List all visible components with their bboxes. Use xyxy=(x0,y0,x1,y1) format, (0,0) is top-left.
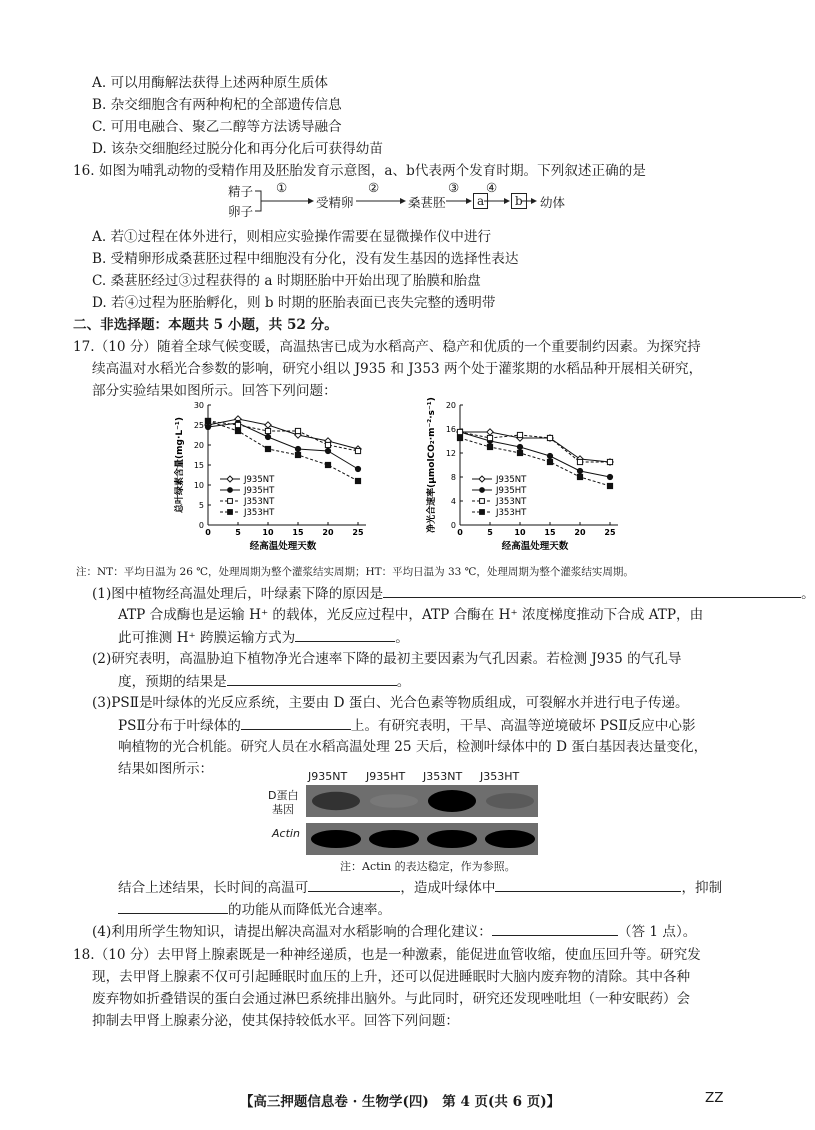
q18-line2: 现，去甲肾上腺素不仅可引起睡眠时血压的上升，还可以促进睡眠时大脑内废弃物的清除。其中各种 xyxy=(92,969,691,985)
gel-lane-label: J353HT xyxy=(480,770,520,783)
page-footer: 【高三押题信息卷 · 生物学(四) 第 4 页(共 6 页)】 xyxy=(239,1094,561,1110)
data-point xyxy=(487,435,492,440)
data-point xyxy=(355,466,360,471)
x-tick-label: 5 xyxy=(235,528,241,537)
legend-label: J353NT xyxy=(244,497,275,507)
x-tick-label: 0 xyxy=(205,528,211,537)
y-tick-label: 20 xyxy=(445,401,456,410)
q16-option-d: D. 若④过程为胚胎孵化，则 b 时期的胚胎表面已丧失完整的透明带 xyxy=(92,295,496,311)
series-line xyxy=(460,432,610,477)
data-point xyxy=(265,434,270,439)
q17-part1-line3: 此可推测 H⁺ 跨膜运输方式为 。 xyxy=(118,630,409,646)
data-point xyxy=(457,429,462,434)
y-tick-label: 16 xyxy=(445,425,456,434)
q17-part3-line4: 结果如图所示： xyxy=(118,761,214,777)
answer-blank-8[interactable] xyxy=(492,922,618,936)
q17-part4a-text: (4)利用所学生物知识，请提出解决高温对水稻影响的合理化建议： xyxy=(92,924,492,940)
footer-code: ZZ xyxy=(705,1090,724,1106)
x-tick-label: 15 xyxy=(544,528,556,537)
gel-band-actin xyxy=(485,830,535,848)
data-point xyxy=(295,452,300,457)
gel-figure xyxy=(268,770,538,860)
gel-lane-label: J935NT xyxy=(308,770,348,783)
flow-morula: 桑葚胚 xyxy=(408,195,446,210)
y-tick-label: 5 xyxy=(198,501,204,510)
x-tick-label: 15 xyxy=(292,528,304,537)
data-point xyxy=(517,450,522,455)
data-point xyxy=(577,474,582,479)
y-tick-label: 30 xyxy=(193,401,204,410)
q17-part3-line6 xyxy=(118,900,391,919)
data-point xyxy=(547,453,552,458)
y-tick-label: 25 xyxy=(193,421,204,430)
y-tick-label: 20 xyxy=(193,441,204,450)
chlorophyll-chart xyxy=(168,395,398,565)
q17-intro-3: 部分实验结果如图所示。回答下列问题： xyxy=(92,383,337,399)
data-point xyxy=(235,428,240,433)
answer-blank-7[interactable] xyxy=(118,900,228,914)
q17-part3e1-text: 结合上述结果，长时间的高温可 xyxy=(118,880,309,896)
legend-label: J935NT xyxy=(496,475,527,485)
q18-line4: 抑制去甲肾上腺素分泌，使其保持较低水平。回答下列问题： xyxy=(92,1013,460,1029)
q17-part3e3-text: ，抑制 xyxy=(681,880,723,896)
q17-part3e2-text: ，造成叶绿体中 xyxy=(400,880,496,896)
legend-marker xyxy=(480,510,485,515)
data-point xyxy=(517,432,522,437)
data-point xyxy=(325,442,330,447)
x-axis-label: 经高温处理天数 xyxy=(249,541,317,552)
gel-row1-label-a: D蛋白 xyxy=(268,789,299,802)
gel-row1-label-b: 基因 xyxy=(272,803,294,816)
x-tick-label: 20 xyxy=(322,528,334,537)
q17-part2-line1: (2)研究表明，高温胁迫下植物净光合速率下降的最初主要因素为气孔因素。若检测 J935 的气孔导 xyxy=(92,651,682,667)
q16-option-a: A. 若①过程在体外进行，则相应实验操作需要在显微操作仪中进行 xyxy=(92,229,492,245)
x-tick-label: 0 xyxy=(457,528,463,537)
y-tick-label: 4 xyxy=(450,497,456,506)
legend-marker xyxy=(227,476,233,482)
q16-stem: 16. 如图为哺乳动物的受精作用及胚胎发育示意图，a、b代表两个发育时期。下列叙述正确的是 xyxy=(73,163,646,179)
data-point xyxy=(355,478,360,483)
data-point xyxy=(205,424,210,429)
q17-part3-line1: (3)PSⅡ是叶绿体的光反应系统，主要由 D 蛋白、光合色素等物质组成，可裂解水并进行电子传递。 xyxy=(92,695,689,711)
q15-option-a: A. 可以用酶解法获得上述两种原生质体 xyxy=(92,75,328,91)
legend-label: J353NT xyxy=(496,497,527,507)
legend-marker xyxy=(228,488,233,493)
data-point xyxy=(205,418,210,423)
q17-part3-line2 xyxy=(118,716,696,735)
q16-option-c: C. 桑葚胚经过③过程获得的 a 时期胚胎中开始出现了胎膜和胎盘 xyxy=(92,273,481,289)
legend-marker xyxy=(480,499,485,504)
flow-step-2: ② xyxy=(368,180,380,195)
gel-image xyxy=(306,785,538,855)
q17-part3-line5 xyxy=(118,878,722,897)
gel-band-actin xyxy=(369,830,419,848)
gel-band-d xyxy=(312,792,360,811)
answer-blank-2[interactable] xyxy=(295,628,395,642)
data-point xyxy=(265,446,270,451)
data-point xyxy=(265,422,271,428)
data-point xyxy=(295,428,300,433)
data-point xyxy=(457,435,462,440)
data-point xyxy=(265,428,270,433)
gel-band-actin xyxy=(427,830,477,848)
x-tick-label: 10 xyxy=(262,528,274,537)
q18-line1: 18.（10 分）去甲肾上腺素既是一种神经递质，也是一种激素，能促进血管收缩，使血压回升等。研究发 xyxy=(73,947,701,963)
q17-part1-line1: (1)图中植物经高温处理后，叶绿素下降的原因是 。 xyxy=(92,586,815,602)
y-tick-label: 12 xyxy=(445,449,456,458)
q18-line3: 废弃物如折叠错误的蛋白会通过淋巴系统排出脑外。与此同时，研究还发现唑吡坦（一种安眠药）会 xyxy=(92,991,691,1007)
gel-row2-label: Actin xyxy=(272,827,300,840)
data-point xyxy=(295,446,300,451)
q17-part1-text: (1)图中植物经高温处理后，叶绿素下降的原因是 xyxy=(92,586,384,602)
legend-label: J935NT xyxy=(244,475,275,485)
y-axis-label: 净光合速率(μmolCO₂·m⁻²·s⁻¹) xyxy=(427,397,437,533)
gel-band-d xyxy=(428,790,476,812)
x-axis-label: 经高温处理天数 xyxy=(501,541,569,552)
y-tick-label: 0 xyxy=(450,521,456,530)
legend-label: J353HT xyxy=(244,508,275,518)
flow-egg: 卵子 xyxy=(228,204,254,219)
q17-part3f-text: 的功能从而降低光合速率。 xyxy=(228,902,392,918)
data-point xyxy=(325,448,330,453)
data-point xyxy=(325,462,330,467)
legend-label: J935HT xyxy=(244,486,275,496)
data-point xyxy=(355,448,360,453)
data-point xyxy=(517,444,522,449)
q17-part2-line2: 度，预期的结果是 。 xyxy=(118,674,411,690)
flow-sperm: 精子 xyxy=(228,184,254,199)
answer-blank-1[interactable] xyxy=(383,584,801,598)
gel-note: 注：Actin 的表达稳定，作为参照。 xyxy=(340,860,516,873)
flow-step-1: ① xyxy=(276,180,288,195)
y-tick-label: 8 xyxy=(450,473,456,482)
x-tick-label: 25 xyxy=(604,528,616,537)
q15-option-d: D. 该杂交细胞经过脱分化和再分化后可获得幼苗 xyxy=(92,141,383,157)
x-tick-label: 25 xyxy=(352,528,364,537)
gel-band-actin xyxy=(311,830,361,848)
data-point xyxy=(235,422,240,427)
legend-marker xyxy=(480,488,485,493)
q17-chart-note: 注：NT：平均日温为 26 ℃，处理周期为整个灌浆结实周期；HT：平均日温为 33 ℃，处理周期为整个灌浆结实周期。 xyxy=(76,566,634,578)
flow-step-3: ③ xyxy=(448,180,460,195)
legend-label: J935HT xyxy=(496,486,527,496)
data-point xyxy=(577,468,582,473)
data-point xyxy=(607,483,612,488)
q17-part3b2-text: 上。有研究表明，干旱、高温等逆境破坏 PSⅡ反应中心影 xyxy=(350,718,696,734)
gel-band-d xyxy=(486,793,534,809)
flow-stage-b: b xyxy=(511,193,527,209)
q17-intro-1: 17.（10 分）随着全球气候变暖，高温热害已成为水稻高产、稳产和优质的一个重要制约因素。为探究持 xyxy=(73,339,701,355)
q15-option-b: B. 杂交细胞含有两种枸杞的全部遗传信息 xyxy=(92,97,342,113)
q17-part1c-text: 此可推测 H⁺ 跨膜运输方式为 xyxy=(118,630,296,646)
q17-part4b-text: （答 1 点）。 xyxy=(617,924,697,940)
flow-zygote: 受精卵 xyxy=(316,195,354,210)
data-point xyxy=(607,459,612,464)
photosynthesis-rate-chart xyxy=(420,395,650,565)
y-tick-label: 10 xyxy=(193,481,204,490)
answer-blank-4[interactable] xyxy=(241,716,351,730)
data-point xyxy=(607,474,612,479)
gel-band-d xyxy=(370,794,418,808)
data-point xyxy=(577,459,582,464)
y-axis-label: 总叶绿素含量(mg·L⁻¹) xyxy=(175,417,185,513)
legend-marker xyxy=(479,476,485,482)
gel-lane-label: J935HT xyxy=(366,770,406,783)
x-tick-label: 20 xyxy=(574,528,586,537)
answer-blank-6[interactable] xyxy=(495,878,681,892)
q17-part3-line3: 响植物的光合机能。研究人员在水稻高温处理 25 天后，检测叶绿体中的 D 蛋白基因表达量变化， xyxy=(118,739,708,755)
legend-label: J353HT xyxy=(496,508,527,518)
x-tick-label: 5 xyxy=(487,528,493,537)
q17-part3b-text: PSⅡ分布于叶绿体的 xyxy=(118,718,241,734)
flow-fetus: 幼体 xyxy=(540,195,566,210)
q16-flow-diagram xyxy=(228,180,588,222)
data-point xyxy=(547,459,552,464)
x-tick-label: 10 xyxy=(514,528,526,537)
q17-part1-line2: ATP 合成酶也是运输 H⁺ 的载体，光反应过程中，ATP 合酶在 H⁺ 浓度梯度推动下合成 ATP，由 xyxy=(118,607,704,623)
gel-lane-label: J353NT xyxy=(423,770,463,783)
legend-marker xyxy=(228,499,233,504)
q17-part2b-text: 度，预期的结果是 xyxy=(118,674,227,690)
q17-part4 xyxy=(92,922,696,941)
y-tick-label: 15 xyxy=(193,461,204,470)
y-tick-label: 0 xyxy=(198,521,204,530)
flow-stage-a: a xyxy=(473,193,488,209)
data-point xyxy=(487,444,492,449)
data-point xyxy=(487,429,493,435)
series-line xyxy=(208,421,358,451)
answer-blank-5[interactable] xyxy=(308,878,400,892)
q16-option-b: B. 受精卵形成桑葚胚过程中细胞没有分化，没有发生基因的选择性表达 xyxy=(92,251,519,267)
flow-step-4: ④ xyxy=(486,180,498,195)
q15-option-c: C. 可用电融合、聚乙二醇等方法诱导融合 xyxy=(92,119,342,135)
answer-blank-3[interactable] xyxy=(227,672,397,686)
legend-marker xyxy=(228,510,233,515)
section-heading: 二、非选择题：本题共 5 小题，共 52 分。 xyxy=(73,317,338,333)
q17-intro-2: 续高温对水稻光合参数的影响，研究小组以 J935 和 J353 两个处于灌浆期的水稻品种开展相关研究， xyxy=(92,361,703,377)
data-point xyxy=(547,435,552,440)
